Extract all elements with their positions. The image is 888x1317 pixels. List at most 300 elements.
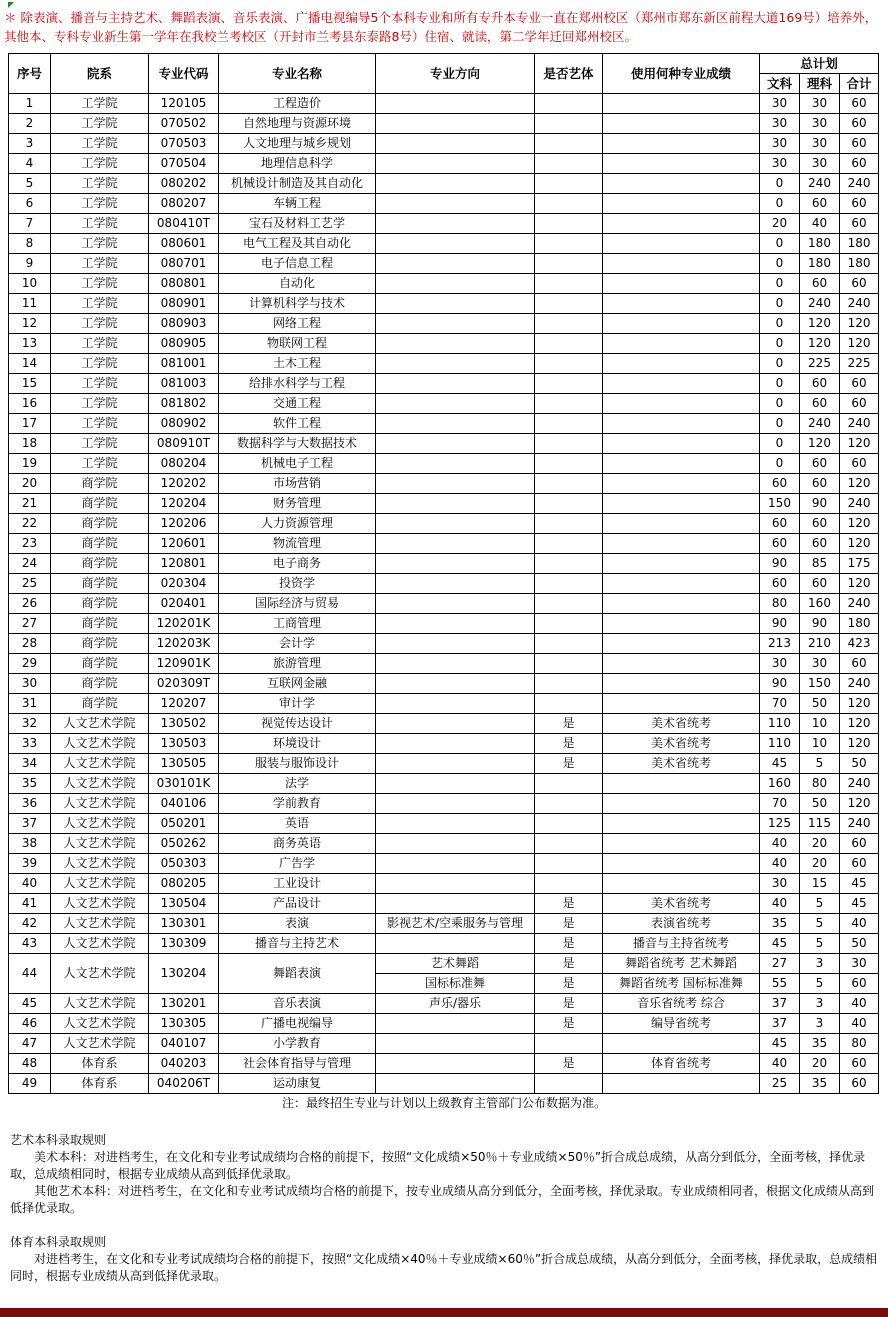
cell xyxy=(535,474,603,494)
cell: 舞蹈省统考 艺术舞蹈 xyxy=(603,954,760,974)
table-row xyxy=(9,354,879,374)
cell: 学前教育 xyxy=(219,794,376,814)
cell: 工学院 xyxy=(51,94,149,114)
cell xyxy=(376,114,535,134)
cell xyxy=(603,414,760,434)
cell: 240 xyxy=(840,774,879,794)
cell: 0 xyxy=(760,254,800,274)
cell: 130201 xyxy=(149,994,219,1014)
cell: 人文艺术学院 xyxy=(51,914,149,934)
cell: 040206T xyxy=(149,1074,219,1094)
cell: 37 xyxy=(9,814,51,834)
cell: 商学院 xyxy=(51,694,149,714)
table-row xyxy=(9,374,879,394)
cell: 60 xyxy=(800,454,840,474)
cell: 38 xyxy=(9,834,51,854)
cell xyxy=(376,414,535,434)
cell xyxy=(603,634,760,654)
cell: 审计学 xyxy=(219,694,376,714)
cell: 120801 xyxy=(149,554,219,574)
cell: 是 xyxy=(535,974,603,994)
cell: 表演省统考 xyxy=(603,914,760,934)
cell xyxy=(535,654,603,674)
table-row xyxy=(9,554,879,574)
cell: 35 xyxy=(760,914,800,934)
cell: 60 xyxy=(840,834,879,854)
cell: 商学院 xyxy=(51,674,149,694)
cell: 45 xyxy=(9,994,51,1014)
cell xyxy=(376,614,535,634)
cell: 120202 xyxy=(149,474,219,494)
header-total: 总计划 xyxy=(760,54,879,74)
table-row xyxy=(9,934,879,954)
table-row xyxy=(9,594,879,614)
cell: 29 xyxy=(9,654,51,674)
cell: 服装与服饰设计 xyxy=(219,754,376,774)
cell xyxy=(376,714,535,734)
cell: 080901 xyxy=(149,294,219,314)
cell: 081003 xyxy=(149,374,219,394)
cell: 081802 xyxy=(149,394,219,414)
table-row xyxy=(9,514,879,534)
table-row xyxy=(9,434,879,454)
header-direction: 专业方向 xyxy=(376,54,535,94)
table-row xyxy=(9,194,879,214)
cell: 是 xyxy=(535,994,603,1014)
cell: 45 xyxy=(760,754,800,774)
cell: 080903 xyxy=(149,314,219,334)
cell: 120 xyxy=(840,514,879,534)
cell: 小学教育 xyxy=(219,1034,376,1054)
cell: 是 xyxy=(535,914,603,934)
cell: 240 xyxy=(840,294,879,314)
cell: 是 xyxy=(535,934,603,954)
cell xyxy=(376,694,535,714)
cell: 音乐省统考 综合 xyxy=(603,994,760,1014)
cell: 40 xyxy=(760,834,800,854)
cell xyxy=(376,1014,535,1034)
table-row xyxy=(9,654,879,674)
cell xyxy=(603,454,760,474)
table-row xyxy=(9,394,879,414)
table-row xyxy=(9,894,879,914)
cell xyxy=(603,214,760,234)
cell xyxy=(376,454,535,474)
cell: 5 xyxy=(800,754,840,774)
table-row xyxy=(9,474,879,494)
cell: 国标标准舞 xyxy=(376,974,535,994)
cell: 040107 xyxy=(149,1034,219,1054)
cell xyxy=(376,134,535,154)
cell: 240 xyxy=(840,174,879,194)
cell xyxy=(535,434,603,454)
cell: 37 xyxy=(760,994,800,1014)
header-like: 理科 xyxy=(800,74,840,94)
cell: 5 xyxy=(800,934,840,954)
table-row xyxy=(9,154,879,174)
cell xyxy=(535,454,603,474)
cell: 60 xyxy=(840,654,879,674)
cell: 40 xyxy=(9,874,51,894)
cell: 40 xyxy=(800,214,840,234)
cell: 广告学 xyxy=(219,854,376,874)
cell xyxy=(535,94,603,114)
cell: 080801 xyxy=(149,274,219,294)
cell: 080902 xyxy=(149,414,219,434)
table-row xyxy=(9,854,879,874)
table-row xyxy=(9,114,879,134)
cell: 080207 xyxy=(149,194,219,214)
cell: 070503 xyxy=(149,134,219,154)
cell: 编导省统考 xyxy=(603,1014,760,1034)
cell xyxy=(535,634,603,654)
table-row xyxy=(9,334,879,354)
cell: 60 xyxy=(840,1074,879,1094)
table-row xyxy=(9,874,879,894)
cell: 8 xyxy=(9,234,51,254)
header-score: 使用何种专业成绩 xyxy=(603,54,760,94)
cell: 21 xyxy=(9,494,51,514)
cell: 电气工程及其自动化 xyxy=(219,234,376,254)
cell: 投资学 xyxy=(219,574,376,594)
cell: 美术省统考 xyxy=(603,894,760,914)
cell xyxy=(535,814,603,834)
cell: 1 xyxy=(9,94,51,114)
cell: 人文艺术学院 xyxy=(51,714,149,734)
cell: 213 xyxy=(760,634,800,654)
cell: 60 xyxy=(840,974,879,994)
cell: 5 xyxy=(800,894,840,914)
cell: 33 xyxy=(9,734,51,754)
cell: 19 xyxy=(9,454,51,474)
cell xyxy=(376,674,535,694)
cell: 40 xyxy=(760,894,800,914)
cell: 英语 xyxy=(219,814,376,834)
cell xyxy=(376,814,535,834)
cell: 240 xyxy=(840,414,879,434)
cell: 37 xyxy=(760,1014,800,1034)
cell: 120 xyxy=(840,474,879,494)
cell: 物联网工程 xyxy=(219,334,376,354)
cell xyxy=(376,1034,535,1054)
cell xyxy=(603,354,760,374)
table-row xyxy=(9,694,879,714)
cell: 3 xyxy=(800,1014,840,1034)
cell: 45 xyxy=(760,934,800,954)
cell xyxy=(603,814,760,834)
cell: 35 xyxy=(9,774,51,794)
cell: 自然地理与资源环境 xyxy=(219,114,376,134)
cell: 人文艺术学院 xyxy=(51,954,149,994)
cell: 30 xyxy=(760,94,800,114)
cell: 商学院 xyxy=(51,474,149,494)
cell xyxy=(535,414,603,434)
table-row xyxy=(9,94,879,114)
cell: 60 xyxy=(840,134,879,154)
cell: 020401 xyxy=(149,594,219,614)
cell: 商学院 xyxy=(51,594,149,614)
cell: 60 xyxy=(840,454,879,474)
cell xyxy=(535,134,603,154)
cell: 60 xyxy=(840,854,879,874)
cell xyxy=(535,794,603,814)
cell: 3 xyxy=(9,134,51,154)
table-row xyxy=(9,634,879,654)
cell: 20 xyxy=(800,854,840,874)
cell: 23 xyxy=(9,534,51,554)
cell xyxy=(376,254,535,274)
table-row xyxy=(9,274,879,294)
cell: 30 xyxy=(760,874,800,894)
cell: 网络工程 xyxy=(219,314,376,334)
table-row xyxy=(9,754,879,774)
cell: 90 xyxy=(760,614,800,634)
cell: 人文艺术学院 xyxy=(51,814,149,834)
cell: 160 xyxy=(800,594,840,614)
cell: 10 xyxy=(800,714,840,734)
cell xyxy=(535,614,603,634)
table-row xyxy=(9,994,879,1014)
cell: 081001 xyxy=(149,354,219,374)
bottom-bar xyxy=(0,1308,888,1317)
cell xyxy=(376,394,535,414)
cell: 130305 xyxy=(149,1014,219,1034)
cell xyxy=(603,234,760,254)
header-code: 专业代码 xyxy=(149,54,219,94)
cell xyxy=(376,794,535,814)
cell xyxy=(603,834,760,854)
cell: 电子商务 xyxy=(219,554,376,574)
header-wenke: 文科 xyxy=(760,74,800,94)
cell xyxy=(603,574,760,594)
cell: 50 xyxy=(840,754,879,774)
cell xyxy=(603,1074,760,1094)
cell: 0 xyxy=(760,294,800,314)
cell: 130505 xyxy=(149,754,219,774)
table-row xyxy=(9,234,879,254)
cell: 240 xyxy=(800,294,840,314)
cell: 30 xyxy=(800,154,840,174)
cell xyxy=(603,874,760,894)
cell: 40 xyxy=(840,914,879,934)
cell xyxy=(376,494,535,514)
cell: 工学院 xyxy=(51,374,149,394)
cell: 110 xyxy=(760,734,800,754)
cell: 土木工程 xyxy=(219,354,376,374)
cell: 85 xyxy=(800,554,840,574)
cell: 423 xyxy=(840,634,879,654)
cell: 商学院 xyxy=(51,654,149,674)
cell: 45 xyxy=(840,874,879,894)
table-row xyxy=(9,1014,879,1034)
cell: 240 xyxy=(840,494,879,514)
cell: 是 xyxy=(535,754,603,774)
cell: 工学院 xyxy=(51,254,149,274)
cell xyxy=(376,334,535,354)
cell: 人文艺术学院 xyxy=(51,874,149,894)
cell: 50 xyxy=(800,694,840,714)
cell: 60 xyxy=(840,274,879,294)
cell xyxy=(535,554,603,574)
cell: 28 xyxy=(9,634,51,654)
cell: 物流管理 xyxy=(219,534,376,554)
table-row xyxy=(9,1074,879,1094)
cell: 0 xyxy=(760,454,800,474)
table-row xyxy=(9,454,879,474)
table-row xyxy=(9,174,879,194)
cell: 地理信息科学 xyxy=(219,154,376,174)
cell: 是 xyxy=(535,1014,603,1034)
table-row xyxy=(9,134,879,154)
cell: 130503 xyxy=(149,734,219,754)
cell xyxy=(535,274,603,294)
cell: 0 xyxy=(760,334,800,354)
cell: 机械设计制造及其自动化 xyxy=(219,174,376,194)
cell xyxy=(376,654,535,674)
cell: 43 xyxy=(9,934,51,954)
cell xyxy=(535,534,603,554)
cell: 080410T xyxy=(149,214,219,234)
cell xyxy=(376,214,535,234)
cell: 120207 xyxy=(149,694,219,714)
footnote: 注：最终招生专业与计划以上级教育主管部门公布数据为准。 xyxy=(281,1096,606,1110)
cell: 是 xyxy=(535,954,603,974)
cell: 工学院 xyxy=(51,154,149,174)
cell: 工程造价 xyxy=(219,94,376,114)
cell: 0 xyxy=(760,194,800,214)
cell: 120901K xyxy=(149,654,219,674)
cell: 17 xyxy=(9,414,51,434)
cell: 020304 xyxy=(149,574,219,594)
cell xyxy=(376,934,535,954)
cell: 130502 xyxy=(149,714,219,734)
art-rule-other: 其他艺术本科：对进档考生，在文化和专业考试成绩均合格的前提下，按专业成绩从高分到低分，全面考核，择优录取。专业成绩相同者，根据文化成绩从高到低择优录取。 xyxy=(10,1184,875,1215)
cell xyxy=(603,314,760,334)
cell: 130309 xyxy=(149,934,219,954)
cell: 120206 xyxy=(149,514,219,534)
cell: 国际经济与贸易 xyxy=(219,594,376,614)
cell: 120 xyxy=(800,434,840,454)
cell: 人文艺术学院 xyxy=(51,794,149,814)
cell: 人文艺术学院 xyxy=(51,894,149,914)
cell xyxy=(535,194,603,214)
cell xyxy=(535,234,603,254)
table-body-row44 xyxy=(9,954,879,994)
cell: 体育省统考 xyxy=(603,1054,760,1074)
cell: 150 xyxy=(760,494,800,514)
cell: 60 xyxy=(800,274,840,294)
cell xyxy=(603,854,760,874)
cell: 环境设计 xyxy=(219,734,376,754)
cell: 30 xyxy=(760,654,800,674)
cell: 42 xyxy=(9,914,51,934)
table-row xyxy=(9,1034,879,1054)
cell: 舞蹈表演 xyxy=(219,954,376,994)
cell: 50 xyxy=(800,794,840,814)
cell xyxy=(603,614,760,634)
cell: 0 xyxy=(760,234,800,254)
cell: 60 xyxy=(800,574,840,594)
cell: 法学 xyxy=(219,774,376,794)
cell: 26 xyxy=(9,594,51,614)
cell: 工学院 xyxy=(51,354,149,374)
enrollment-plan-table xyxy=(8,53,879,1094)
cell xyxy=(603,194,760,214)
cell: 60 xyxy=(840,154,879,174)
cell: 120 xyxy=(840,534,879,554)
cell: 130504 xyxy=(149,894,219,914)
cell: 美术省统考 xyxy=(603,734,760,754)
cell: 0 xyxy=(760,314,800,334)
cell: 5 xyxy=(800,974,840,994)
cell: 30 xyxy=(800,114,840,134)
cell: 16 xyxy=(9,394,51,414)
cell xyxy=(603,154,760,174)
cell: 社会体育指导与管理 xyxy=(219,1054,376,1074)
cell: 10 xyxy=(9,274,51,294)
cell: 130301 xyxy=(149,914,219,934)
pe-rule: 对进档考生，在文化和专业考试成绩均合格的前提下，按照“文化成绩×40％＋专业成绩×60％”折合成总成绩，从高分到低分，全面考核，择优录取，总成绩相同时，根据专业成绩从高到低择优录取。 xyxy=(10,1252,878,1283)
cell: 080701 xyxy=(149,254,219,274)
cell xyxy=(376,294,535,314)
cell: 080601 xyxy=(149,234,219,254)
cell: 60 xyxy=(760,474,800,494)
cell: 30 xyxy=(760,154,800,174)
cell: 25 xyxy=(760,1074,800,1094)
cell: 225 xyxy=(800,354,840,374)
cell: 工商管理 xyxy=(219,614,376,634)
cell: 是 xyxy=(535,1054,603,1074)
cell xyxy=(376,94,535,114)
cell: 宝石及材料工艺学 xyxy=(219,214,376,234)
cell xyxy=(603,334,760,354)
cell: 工学院 xyxy=(51,294,149,314)
cell: 120 xyxy=(840,694,879,714)
cell: 60 xyxy=(800,534,840,554)
cell xyxy=(376,234,535,254)
art-rule-fine-arts: 美术本科：对进档考生，在文化和专业考试成绩均合格的前提下，按照“文化成绩×50％＋专业成绩×50％”折合成总成绩，从高分到低分，全面考核，择优录取，总成绩相同时，根据专业成绩从高到低择优录取。 xyxy=(10,1150,866,1181)
cell: 11 xyxy=(9,294,51,314)
cell: 互联网金融 xyxy=(219,674,376,694)
cell: 80 xyxy=(760,594,800,614)
cell xyxy=(376,834,535,854)
cell: 39 xyxy=(9,854,51,874)
table-row xyxy=(9,314,879,334)
cell: 产品设计 xyxy=(219,894,376,914)
cell: 115 xyxy=(800,814,840,834)
cell xyxy=(535,174,603,194)
cell: 120 xyxy=(840,734,879,754)
cell: 30 xyxy=(760,134,800,154)
cell: 60 xyxy=(840,1054,879,1074)
table-row xyxy=(9,714,879,734)
cell: 110 xyxy=(760,714,800,734)
cell: 60 xyxy=(800,194,840,214)
art-rules-title: 艺术本科录取规则 xyxy=(10,1133,107,1147)
table-row xyxy=(9,834,879,854)
cell: 工学院 xyxy=(51,194,149,214)
cell: 30 xyxy=(800,654,840,674)
cell: 34 xyxy=(9,754,51,774)
cell: 工学院 xyxy=(51,134,149,154)
cell: 130204 xyxy=(149,954,219,994)
header-seq: 序号 xyxy=(9,54,51,94)
cell: 60 xyxy=(800,394,840,414)
cell: 60 xyxy=(840,194,879,214)
cell xyxy=(603,794,760,814)
table-row xyxy=(9,294,879,314)
cell: 24 xyxy=(9,554,51,574)
